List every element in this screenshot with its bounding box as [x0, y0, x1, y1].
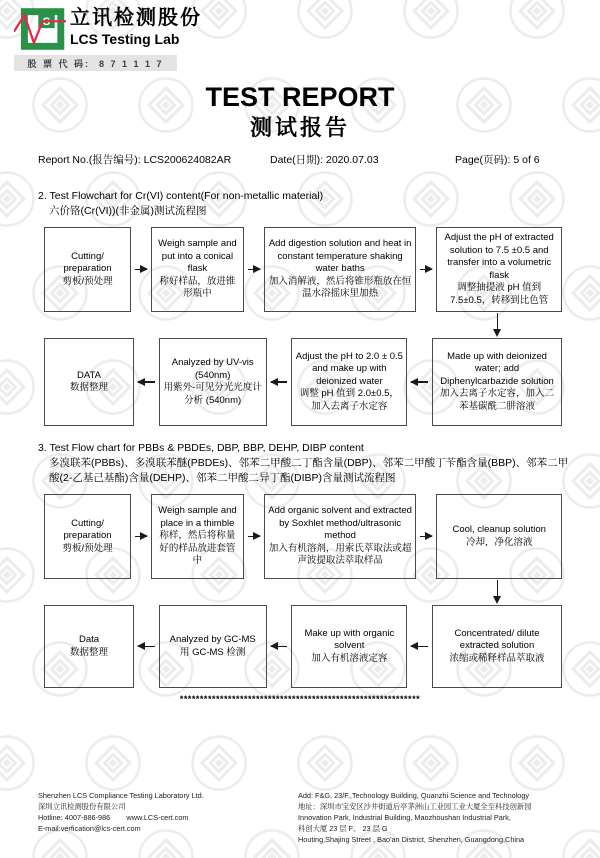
flow-box-weigh-flask: Weigh sample and put into a conical flask 称好样品，放进锥形瓶中 — [151, 227, 244, 312]
footer-address-block — [298, 791, 584, 846]
arrow-right-icon — [248, 269, 260, 271]
flow-box-gcms: Analyzed by GC-MS 用 GC-MS 检测 — [159, 605, 267, 688]
flow-box-adjust-ph-20: Adjust the pH to 2.0 ± 0.5 and make up with deionized water 调整 pH 值到 2.0±0.5，加入去离子水定容 — [291, 338, 407, 426]
page-footer — [38, 791, 584, 846]
flow-box-cutting2: Cutting/ preparation 剪板/预处理 — [44, 494, 131, 579]
arrow-left-icon — [411, 381, 428, 383]
arrow-left-icon — [271, 381, 288, 383]
footer-address-line: 地址：深圳市宝安区沙井街道后亭茅洲山工业园工业大厦全至科技创新园 — [298, 802, 532, 812]
footer-company-en: Shenzhen LCS Compliance Testing Laboratory Ltd. — [38, 791, 204, 801]
flowchart-pbb-phthalates — [44, 494, 562, 688]
arrow-left-icon — [411, 646, 428, 648]
footer-email: E-mail:verfication@lcs-cert.com — [38, 824, 141, 834]
asterisk-separator: ************************************************************ — [179, 694, 421, 705]
flow-box-weigh-thimble: Weigh sample and place in a thimble 称样，然后将称量好的样品放进套管中 — [151, 494, 244, 579]
footer-address-line: 科创大厦 23 层 F、 23 层 G — [298, 824, 388, 834]
page-indicator: Page(页码): 5 of 6 — [455, 154, 540, 166]
report-date: Date(日期): 2020.07.03 — [270, 154, 379, 166]
arrow-right-icon — [135, 269, 147, 271]
footer-company-block — [38, 791, 286, 846]
arrow-down-icon — [497, 580, 499, 597]
arrow-right-icon — [420, 269, 432, 271]
footer-address-line: Add: F&G, 23/F.,Technology Building, Quanzhi Science and Technology — [298, 791, 530, 801]
report-meta-row — [38, 152, 562, 167]
arrow-left-icon — [138, 646, 155, 648]
report-title-zh: 测试报告 — [249, 115, 350, 140]
flow-box-data2: Data 数据整理 — [44, 605, 134, 688]
flowchart-crvi — [44, 227, 562, 426]
arrow-right-icon — [248, 536, 260, 538]
section3-heading — [38, 441, 570, 486]
company-name-en: LCS Testing Lab — [70, 31, 180, 47]
flow-box-data: DATA 数据整理 — [44, 338, 134, 426]
section3-heading-zh: 多溴联苯(PBBs)、多溴联苯醚(PBDEs)、邻苯二甲酸二丁酯含量(DBP)、邻苯二甲酸丁苄酯含量(BBP)、邻苯二甲酸(2-乙基己基酯)含量(DEHP)、邻苯二甲酸二异丁酯(DIBP)含量测试流程图 — [49, 457, 569, 485]
footer-hotline: Hotline: 4007-886-986 www.LCS-cert.com — [38, 813, 189, 823]
arrow-left-icon — [271, 646, 288, 648]
flow-box-makeup-solvent: Make up with organic solvent 加入有机溶液定容 — [291, 605, 407, 688]
footer-address-line: Houting,Shajing Street , Bao'an District, Shenzhen, Guangdong,China — [298, 835, 525, 845]
footer-company-cn: 深圳立讯检测股份有限公司 — [38, 802, 126, 812]
svg-text:S: S — [42, 16, 51, 29]
section3-heading-en: 3. Test Flow chart for PBBs & PBDEs, DBP, BBP, DEHP, DIBP content — [38, 442, 364, 455]
section2-heading-en: 2. Test Flowchart for Cr(VI) content(For non-metallic material) — [38, 190, 324, 202]
stock-code-badge: 股 票 代 码: 8 7 1 1 1 7 — [14, 55, 177, 71]
company-name-cn: 立讯检测股份 — [70, 7, 202, 29]
flow-box-adjust-ph-75: Adjust the pH of extracted solution to 7.5 ±0.5 and transfer into a volumetric flask 调整抽提液 pH 值到 7.5±0.5，转移到比色管 — [436, 227, 562, 312]
lcs-logo-icon — [14, 4, 66, 54]
flow-box-cutting: Cutting/ preparation 剪板/预处理 — [44, 227, 131, 312]
section2-heading-zh: 六价铬(Cr(VI))(非金属)测试流程图 — [49, 205, 207, 217]
arrow-down-icon — [497, 313, 499, 330]
flow-box-digestion: Add digestion solution and heat in constant temperature shaking water baths 加入消解液，然后将锥形瓶放在恒温水浴摇床里加热 — [264, 227, 417, 312]
arrow-left-icon — [138, 381, 155, 383]
flow-box-concentrate: Concentrated/ dilute extracted solution 浓缩或稀释样品萃取液 — [432, 605, 562, 688]
flow-box-cool-cleanup: Cool, cleanup solution 冷却，净化溶液 — [436, 494, 562, 579]
flow-box-uvvis: Analyzed by UV-vis (540nm) 用紫外-可见分光光度计分析 (540nm) — [159, 338, 267, 426]
flow-box-soxhlet: Add organic solvent and extracted by Soxhlet method/ultrasonic method 加入有机溶剂，用索氏萃取法或超声波提取法萃取样品 — [264, 494, 417, 579]
section2-heading — [38, 189, 570, 219]
arrow-right-icon — [420, 536, 432, 538]
footer-address-line: Innovation Park, Industrial Building, Maozhoushan Industrial Park, — [298, 813, 511, 823]
flow-box-diphenylcarbazide: Made up with deionized water; add Diphenylcarbazide solution 加入去离子水定容，加入二苯基碳酰二肼溶液 — [432, 338, 562, 426]
arrow-right-icon — [135, 536, 147, 538]
company-name-block — [70, 6, 202, 48]
report-number: Report No.(报告编号): LCS200624082AR — [38, 154, 232, 166]
report-title-en: TEST REPORT — [205, 82, 395, 112]
